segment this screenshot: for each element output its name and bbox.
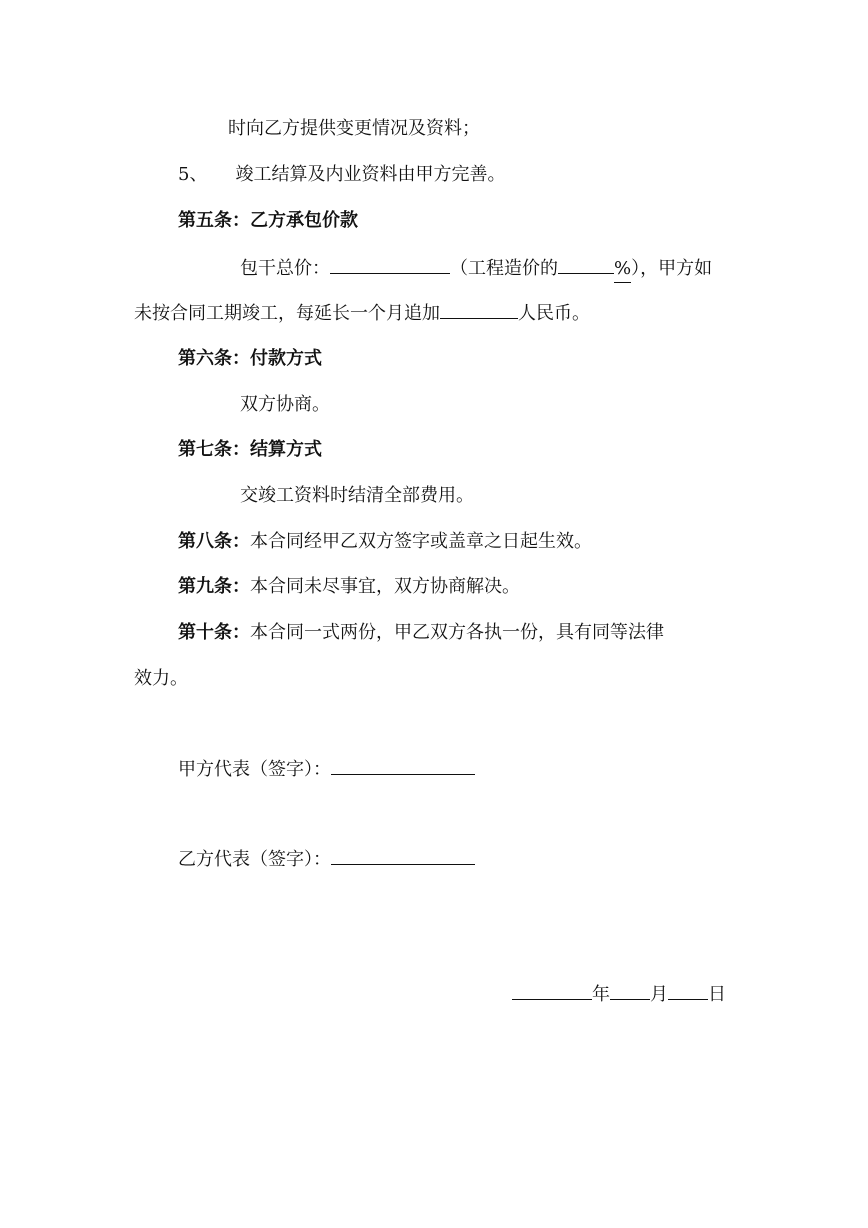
line-1-text: 时向乙方提供变更情况及资料；: [228, 118, 480, 139]
section-10-body: 本合同一式两份，甲乙双方各执一份，具有同等法律: [250, 622, 664, 643]
party-a-signature: [178, 756, 475, 782]
section-8: [178, 529, 592, 555]
section-5-para-2: [134, 300, 590, 326]
section-8-body: 本合同经甲乙双方签字或盖章之日起生效。: [250, 531, 592, 552]
date-line: [512, 981, 726, 1007]
party-a-signature-blank: [331, 756, 475, 775]
section-5-para-1-end: ），甲方如: [631, 258, 713, 279]
section-10-label: 第十条：: [178, 622, 250, 643]
year-label: 年: [592, 984, 610, 1005]
cost-ratio-label: （工程造价的: [450, 258, 558, 279]
section-10: [178, 620, 664, 646]
cost-ratio-blank: [558, 255, 614, 274]
section-5-title: [178, 208, 358, 234]
section-6-title-text: 第六条：付款方式: [178, 348, 322, 369]
item-5-number: 5、: [178, 164, 208, 185]
section-7-title-text: 第七条：结算方式: [178, 439, 322, 460]
section-6-title: [178, 346, 322, 372]
section-9-label: 第九条：: [178, 576, 250, 597]
item-5-text: 竣工结算及内业资料由甲方完善。: [235, 164, 506, 185]
section-5-para-1: [240, 255, 712, 281]
day-label: 日: [708, 984, 726, 1005]
section-8-label: 第八条：: [178, 531, 250, 552]
section-9-body: 本合同未尽事宜，双方协商解决。: [250, 576, 520, 597]
day-blank: [668, 981, 708, 1000]
party-a-signature-label: 甲方代表（签字）：: [178, 759, 331, 780]
item-5: [178, 162, 505, 188]
section-7-title: [178, 437, 322, 463]
month-label: 月: [650, 984, 668, 1005]
section-10-continued: [134, 666, 188, 692]
delay-penalty-text: 未按合同工期竣工，每延长一个月追加: [134, 303, 440, 324]
total-price-blank: [330, 255, 450, 274]
section-7-body-text: 交竣工资料时结清全部费用。: [240, 485, 474, 506]
month-blank: [610, 981, 650, 1000]
text-line-1: [228, 116, 480, 142]
party-b-signature-label: 乙方代表（签字）：: [178, 849, 331, 870]
section-10-body-end: 效力。: [134, 668, 188, 689]
section-5-title-text: 第五条：乙方承包价款: [178, 210, 358, 231]
party-b-signature-blank: [331, 846, 475, 865]
percent-sign: %: [614, 256, 631, 283]
delay-penalty-blank: [440, 300, 518, 319]
party-b-signature: [178, 846, 475, 872]
section-6-body: [240, 392, 330, 418]
total-price-label: 包干总价：: [240, 258, 330, 279]
section-9: [178, 574, 520, 600]
currency-text: 人民币。: [518, 303, 590, 324]
section-7-body: [240, 483, 474, 509]
year-blank: [512, 981, 592, 1000]
section-6-body-text: 双方协商。: [240, 394, 330, 415]
